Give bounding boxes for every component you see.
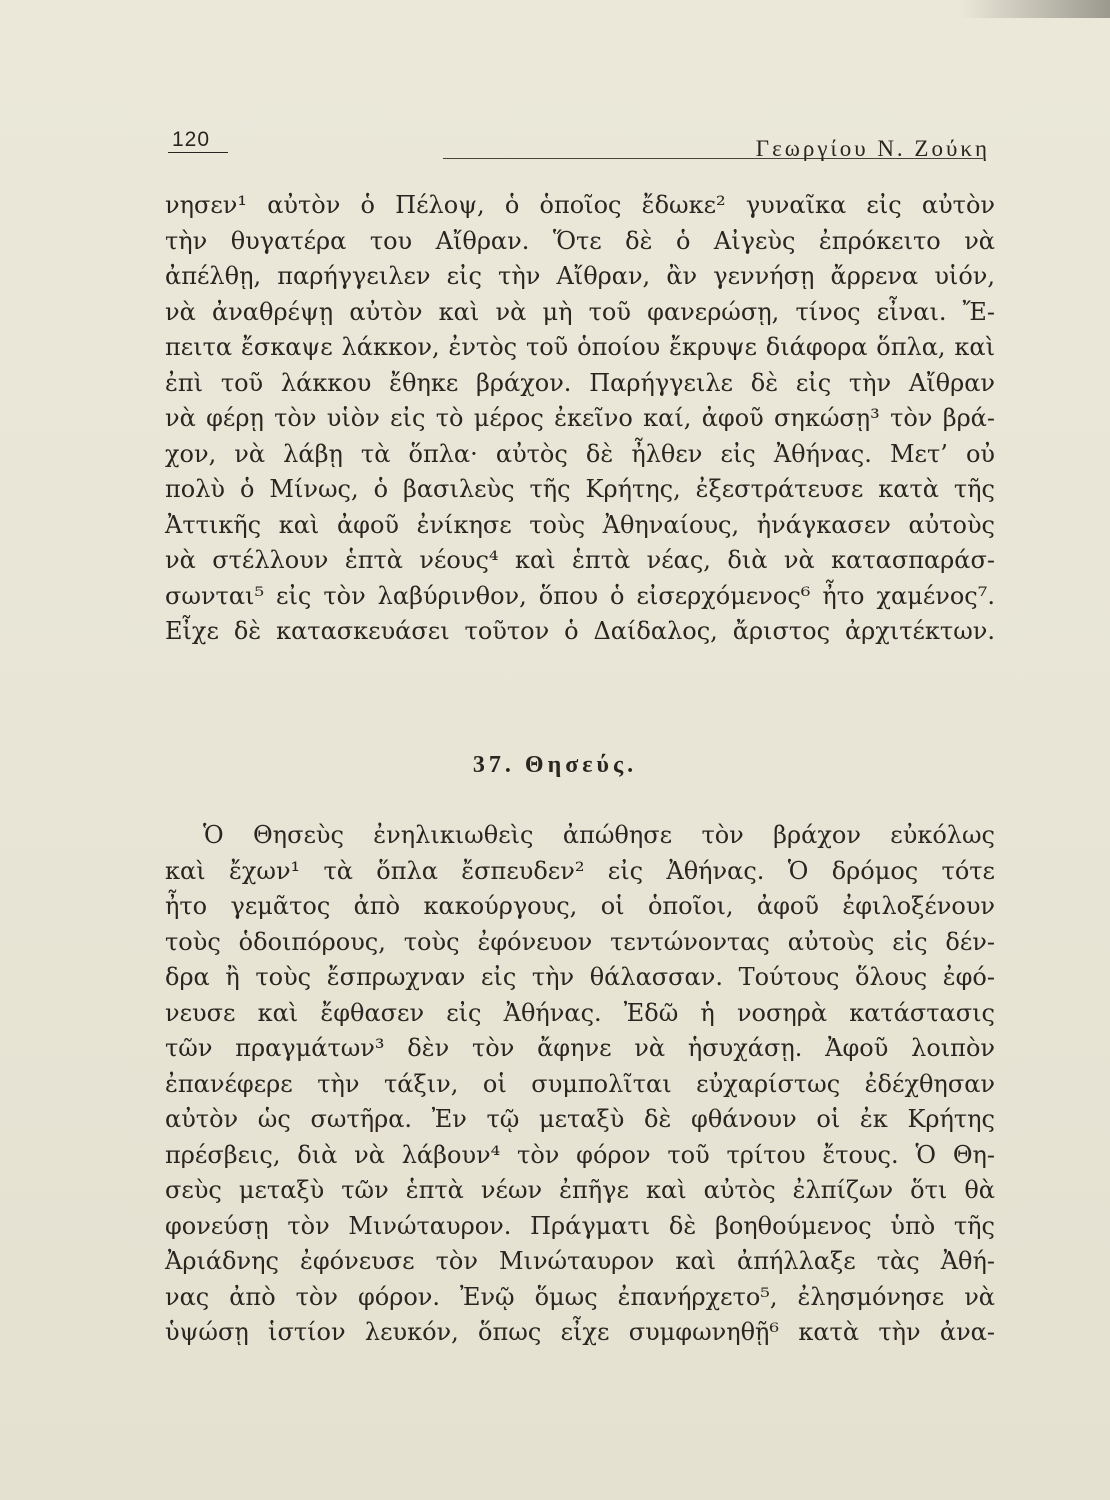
text-line: Ἀριάδνης ἐφόνευσε τὸν Μινώταυρον καὶ ἀπήλλαξε τὰς Ἀθή- <box>165 1247 995 1275</box>
scan-edge-shadow <box>960 0 1110 18</box>
paragraph-1 <box>165 188 995 650</box>
text-line: νευσε καὶ ἔφθασεν εἰς Ἀθήνας. Ἐδῶ ἡ νοσηρὰ κατάστασις <box>165 998 995 1027</box>
text-line: ὑψώσῃ ἱστίον λευκόν, ὅπως εἶχε συμφωνηθῇ⁶ κατὰ τὴν ἀνα- <box>165 1318 995 1346</box>
text-line: σεὺς μεταξὺ τῶν ἑπτὰ νέων ἐπῆγε καὶ αὐτὸς ἐλπίζων ὅτι θὰ <box>165 1176 995 1204</box>
text-line: Εἶχε δὲ κατασκευάσει τοῦτον ὁ Δαίδαλος, ἄριστος ἀρχιτέκτων. <box>165 617 995 645</box>
paragraph-2 <box>165 818 995 1351</box>
section-heading: 37. Θησεύς. <box>472 752 638 778</box>
page-header <box>168 122 990 172</box>
text-line: νὰ στέλλουν ἑπτὰ νέους⁴ καὶ ἑπτὰ νέας, διὰ νὰ κατασπαράσ- <box>165 546 995 574</box>
header-rule-short <box>168 152 228 153</box>
text-line: ἐπανέφερε τὴν τάξιν, οἱ συμπολῖται εὐχαρίστως ἐδέχθησαν <box>165 1069 995 1098</box>
text-line: νὰ φέρῃ τὸν υἱὸν εἰς τὸ μέρος ἐκεῖνο καί, ἀφοῦ σηκώσῃ³ τὸν βρά- <box>165 404 995 432</box>
text-line: δρα ἢ τοὺς ἔσπρωχναν εἰς τὴν θάλασσαν. Τούτους ὅλους ἐφό- <box>165 963 995 991</box>
text-line: νας ἀπὸ τὸν φόρον. Ἐνῷ ὅμως ἐπανήρχετο⁵, ἐλησμόνησε νὰ <box>165 1282 995 1311</box>
page-number: 120 <box>172 128 211 151</box>
running-head: Γεωργίου Ν. Ζούκη <box>755 136 990 161</box>
text-line: τῶν πραγμάτων³ δὲν τὸν ἄφηνε νὰ ἡσυχάσῃ. Ἀφοῦ λοιπὸν <box>165 1034 995 1062</box>
text-line: νησεν¹ αὐτὸν ὁ Πέλοψ, ὁ ὁποῖος ἔδωκε² γυναῖκα εἰς αὐτὸν <box>165 191 995 219</box>
text-line: Ἀττικῆς καὶ ἀφοῦ ἐνίκησε τοὺς Ἀθηναίους, ἠνάγκασεν αὐτοὺς <box>165 510 995 539</box>
text-line: πολὺ ὁ Μίνως, ὁ βασιλεὺς τῆς Κρήτης, ἐξεστράτευσε κατὰ τῆς <box>165 475 995 503</box>
text-line: σωνται⁵ εἰς τὸν λαβύρινθον, ὅπου ὁ εἰσερχόμενος⁶ ἦτο χαμένος⁷. <box>165 581 995 610</box>
text-line: πρέσβεις, διὰ νὰ λάβουν⁴ τὸν φόρον τοῦ τρίτου ἔτους. Ὁ Θη- <box>165 1140 995 1169</box>
text-line: Ὁ Θησεὺς ἐνηλικιωθεὶς ἀπώθησε τὸν βράχον εὐκόλως <box>203 821 995 849</box>
text-line: τὴν θυγατέρα του Αἴθραν. Ὅτε δὲ ὁ Αἰγεὺς ἐπρόκειτο νὰ <box>165 226 995 255</box>
text-line: αὐτὸν ὡς σωτῆρα. Ἐν τῷ μεταξὺ δὲ φθάνουν οἱ ἐκ Κρήτης <box>165 1105 995 1133</box>
text-line: καὶ ἔχων¹ τὰ ὅπλα ἔσπευδεν² εἰς Ἀθήνας. Ὁ δρόμος τότε <box>165 856 995 885</box>
text-line: χον, νὰ λάβῃ τὰ ὅπλα· αὐτὸς δὲ ἦλθεν εἰς Ἀθήνας. Μετ’ οὐ <box>165 439 995 468</box>
text-line: πειτα ἔσκαψε λάκκον, ἐντὸς τοῦ ὁποίου ἔκρυψε διάφορα ὅπλα, καὶ <box>165 333 995 361</box>
text-line: νὰ ἀναθρέψῃ αὐτὸν καὶ νὰ μὴ τοῦ φανερώσῃ, τίνος εἶναι. Ἔ- <box>165 297 995 326</box>
text-line: τοὺς ὁδοιπόρους, τοὺς ἐφόνευον τεντώνοντας αὐτοὺς εἰς δέν- <box>165 927 995 956</box>
text-line: φονεύσῃ τὸν Μινώταυρον. Πράγματι δὲ βοηθούμενος ὑπὸ τῆς <box>165 1211 995 1240</box>
text-line: ἦτο γεμᾶτος ἀπὸ κακούργους, οἱ ὁποῖοι, ἀφοῦ ἐφιλοξένουν <box>165 892 995 920</box>
text-line: ἀπέλθῃ, παρήγγειλεν εἰς τὴν Αἴθραν, ἂν γεννήσῃ ἄρρενα υἱόν, <box>165 262 995 290</box>
text-line: ἐπὶ τοῦ λάκκου ἔθηκε βράχον. Παρήγγειλε δὲ εἰς τὴν Αἴθραν <box>165 368 995 397</box>
